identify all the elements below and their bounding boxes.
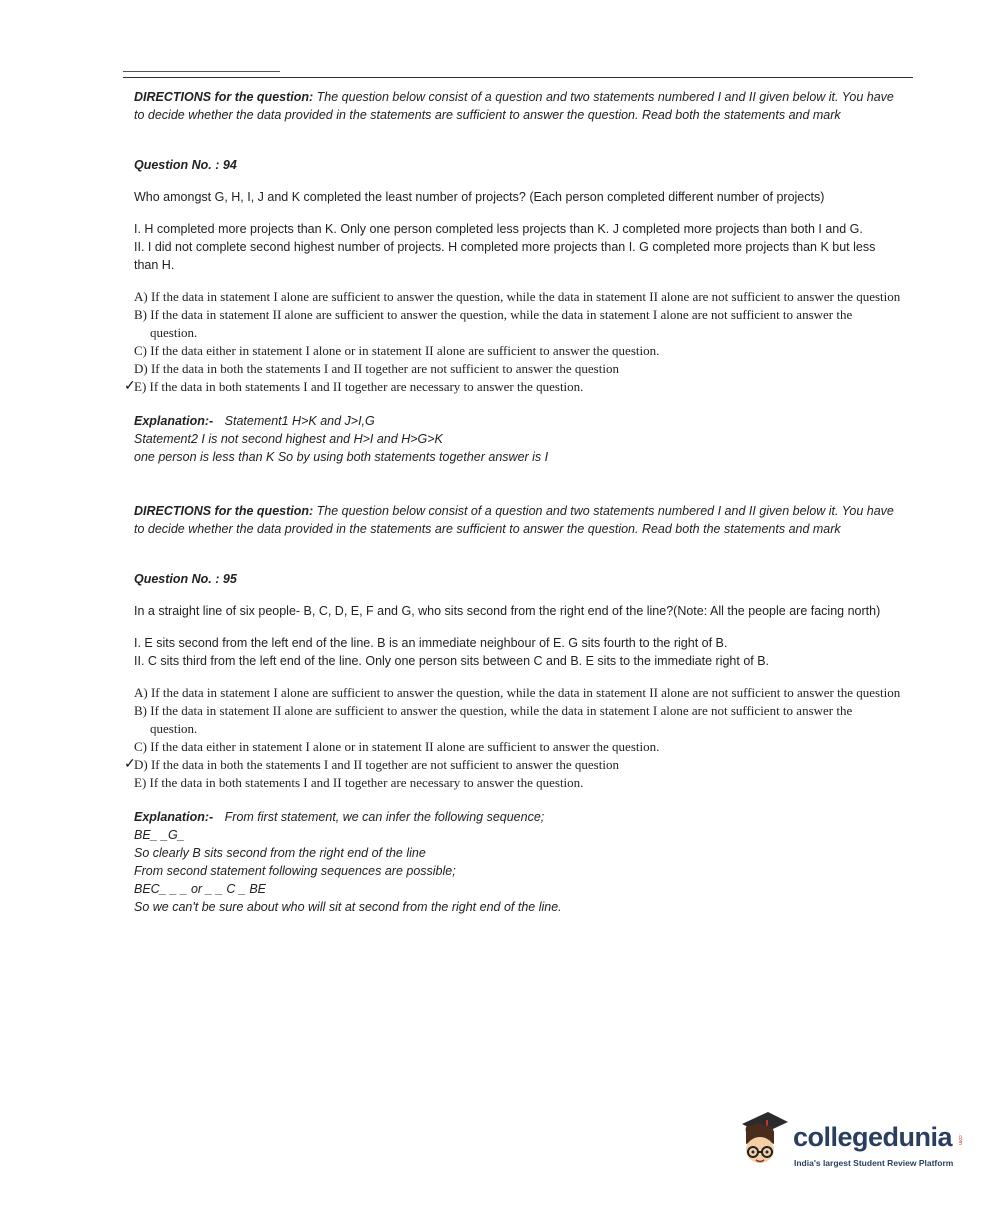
question-block-94: [124, 88, 902, 466]
explanation: [134, 808, 902, 916]
collegedunia-logo: [738, 1108, 968, 1178]
directions: [134, 88, 902, 124]
option-d: D) If the data in both the statements I and II together are not sufficient to answer the question: [134, 361, 619, 376]
logo-tagline: India's largest Student Review Platform: [794, 1158, 954, 1168]
mascot-icon: [738, 1110, 790, 1172]
directions-text: The question below consist of a question and two statements numbered I and II given below it. You have to decide whether the data provided in the statements are sufficient to answer the question. Read both the statements and mark: [134, 90, 894, 122]
statement-2: II. I did not complete second highest number of projects. H completed more projects than I. G completed more projects than K but less than H.: [134, 240, 876, 272]
explanation-label: Explanation:-: [134, 810, 214, 824]
question-heading: Question No. : 94: [134, 158, 237, 172]
explanation-line: BE_ _G_: [134, 828, 185, 842]
statement-1: I. E sits second from the left end of the line. B is an immediate neighbour of E. G sits fourth to the right of B.: [134, 636, 728, 650]
check-mark-icon: ✓: [124, 379, 136, 394]
option-e-correct: [124, 378, 902, 396]
option-e: E) If the data in both statements I and II together are necessary to answer the question.: [134, 775, 584, 790]
directions: [134, 502, 902, 538]
option-a: A) If the data in statement I alone are sufficient to answer the question, while the data in statement II alone are not sufficient to answer the question: [134, 289, 901, 304]
statements: [134, 220, 902, 274]
logo-suffix: .com: [957, 1134, 963, 1145]
directions-label: DIRECTIONS for the question:: [134, 504, 314, 518]
page-content: [124, 88, 902, 916]
statement-2: II. C sits third from the left end of the line. Only one person sits between C and B. E sits to the immediate right of B.: [134, 654, 770, 668]
directions-label: DIRECTIONS for the question:: [134, 90, 314, 104]
answer-options: [124, 684, 902, 792]
answer-options: [124, 288, 902, 396]
option-a: A) If the data in statement I alone are sufficient to answer the question, while the data in statement II alone are not sufficient to answer the question: [134, 685, 901, 700]
header-rule: [123, 77, 913, 78]
explanation-line: So clearly B sits second from the right end of the line: [134, 846, 426, 860]
explanation-label: Explanation:-: [134, 414, 214, 428]
explanation-line: So we can't be sure about who will sit at second from the right end of the line.: [134, 900, 562, 914]
explanation-line: BEC_ _ _ or _ _ C _ BE: [134, 882, 267, 896]
explanation-line: From first statement, we can infer the following sequence;: [224, 810, 545, 824]
question-text: Who amongst G, H, I, J and K completed the least number of projects? (Each person completed different number of projects): [134, 190, 825, 204]
check-mark-icon: ✓: [124, 757, 136, 772]
statements: [134, 634, 902, 670]
option-b: B) If the data in statement II alone are sufficient to answer the question, while the data in statement I alone are not sufficient to answer the question.: [134, 703, 853, 736]
explanation-line: Statement2 I is not second highest and H>I and H>G>K: [134, 432, 443, 446]
option-c: C) If the data either in statement I alone or in statement II alone are sufficient to answer the question.: [134, 343, 660, 358]
option-c: C) If the data either in statement I alone or in statement II alone are sufficient to answer the question.: [134, 739, 660, 754]
header-short-rule: [123, 71, 280, 72]
option-d-correct: [124, 756, 902, 774]
explanation-line: From second statement following sequences are possible;: [134, 864, 456, 878]
option-e-text: E) If the data in both statements I and II together are necessary to answer the question.: [134, 379, 584, 394]
directions-text: The question below consist of a question and two statements numbered I and II given below it. You have to decide whether the data provided in the statements are sufficient to answer the question. Read both the statements and mark: [134, 504, 894, 536]
logo-wordmark: collegedunia: [793, 1122, 953, 1152]
question-text: In a straight line of six people- B, C, D, E, F and G, who sits second from the right end of the line?(Note: All the people are facing north): [134, 604, 881, 618]
explanation-line: Statement1 H>K and J>I,G: [224, 414, 375, 428]
explanation-line: one person is less than K So by using both statements together answer is I: [134, 450, 549, 464]
explanation: [134, 412, 902, 466]
question-heading: Question No. : 95: [134, 572, 237, 586]
statement-1: I. H completed more projects than K. Only one person completed less projects than K. J completed more projects than both I and G.: [134, 222, 863, 236]
question-block-95: [124, 502, 902, 916]
option-d-text: D) If the data in both the statements I and II together are not sufficient to answer the question: [134, 757, 619, 772]
option-b: B) If the data in statement II alone are sufficient to answer the question, while the data in statement I alone are not sufficient to answer the question.: [134, 307, 853, 340]
